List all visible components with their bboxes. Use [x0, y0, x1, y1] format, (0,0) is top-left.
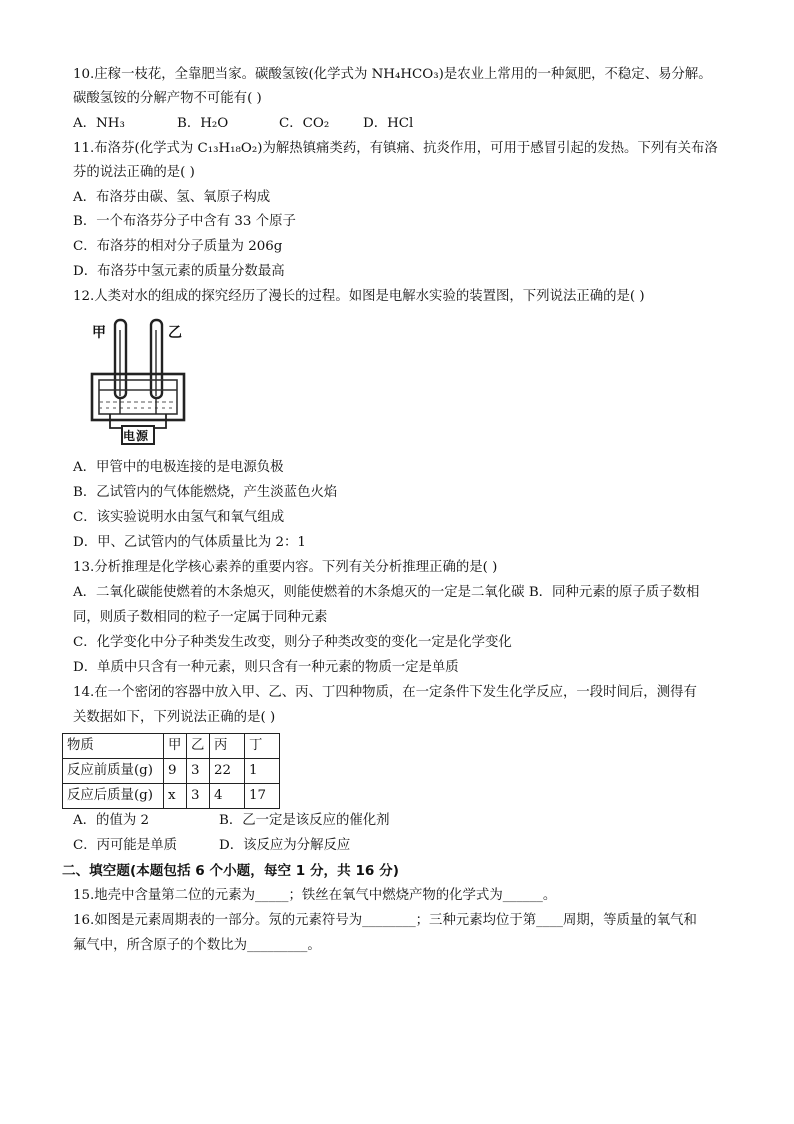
table-header-row	[63, 734, 280, 759]
q10-option-b: B．H₂O	[177, 116, 229, 131]
table-cell: 反应前质量(g)	[63, 759, 164, 784]
q11-stem-line2: 芬的说法正确的是( )	[73, 165, 195, 180]
table-cell: 17	[245, 784, 280, 809]
q14-option-d: D．该反应为分解反应	[219, 838, 351, 853]
q14-option-a: A．的值为 2	[73, 813, 150, 828]
q13-option-a-line1: A．二氧化碳能使燃着的木条熄灭，则能使燃着的木条熄灭的一定是二氧化碳 B．同种元素的原子质子数相	[73, 585, 700, 600]
electrolysis-apparatus-figure	[88, 318, 188, 448]
q14-data-table	[62, 733, 280, 809]
section-title-fill-in: 二、填空题(本题包括 6 个小题，每空 1 分，共 16 分)	[62, 863, 399, 879]
q14-stem-line2: 关数据如下，下列说法正确的是( )	[73, 710, 276, 725]
q10-option-d: D．HCl	[363, 116, 414, 131]
q12-option-c: C．该实验说明水由氢气和氧气组成	[73, 510, 285, 525]
q12-option-d: D．甲、乙试管内的气体质量比为 2：1	[73, 535, 306, 550]
q10-stem-line1: 10.庄稼一枝花，全靠肥当家。碳酸氢铵(化学式为 NH₄HCO₃)是农业上常用的一种氮肥，不稳定、易分解。	[73, 67, 712, 82]
table-cell: 3	[187, 784, 210, 809]
q10-option-a: A．NH₃	[73, 116, 125, 131]
tube-label-jia: 甲	[92, 325, 106, 341]
table-cell: 4	[210, 784, 245, 809]
table-cell: 9	[164, 759, 187, 784]
q14-option-b: B．乙一定是该反应的催化剂	[219, 813, 390, 828]
table-header-cell: 甲	[164, 734, 187, 759]
table-row	[63, 784, 280, 809]
table-header-cell: 乙	[187, 734, 210, 759]
q13-option-a-line2: 同，则质子数相同的粒子一定属于同种元素	[73, 610, 328, 625]
tube-label-yi: 乙	[168, 325, 182, 341]
q11-stem-line1: 11.布洛芬(化学式为 C₁₃H₁₈O₂)为解热镇痛类药，有镇痛、抗炎作用，可用于感冒引起的发热。下列有关布洛	[73, 141, 718, 156]
q12-stem-line1: 12.人类对水的组成的探究经历了漫长的过程。如图是电解水实验的装置图，下列说法正确的是( )	[73, 289, 645, 304]
q10-stem-line2: 碳酸氢铵的分解产物不可能有( )	[73, 91, 262, 106]
q11-option-d: D．布洛芬中氢元素的质量分数最高	[73, 264, 285, 279]
table-cell: 3	[187, 759, 210, 784]
q16-stem-line2: 氟气中，所含原子的个数比为_________。	[73, 938, 321, 953]
q12-option-a: A．甲管中的电极连接的是电源负极	[73, 460, 284, 475]
q10-option-c: C．CO₂	[279, 116, 330, 131]
q16-stem-line1: 16.如图是元素周期表的一部分。氖的元素符号为________；三种元素均位于第____周期，等质量的氧气和	[73, 913, 697, 928]
q13-option-d: D．单质中只含有一种元素，则只含有一种元素的物质一定是单质	[73, 660, 459, 675]
q15-stem: 15.地壳中含量第二位的元素为_____；铁丝在氧气中燃烧产物的化学式为______。	[73, 888, 557, 903]
q13-stem-line1: 13.分析推理是化学核心素养的重要内容。下列有关分析推理正确的是( )	[73, 560, 498, 575]
table-header-cell: 丁	[245, 734, 280, 759]
q14-option-c: C．丙可能是单质	[73, 838, 177, 853]
table-cell: 1	[245, 759, 280, 784]
table-row	[63, 759, 280, 784]
table-header-cell: 丙	[210, 734, 245, 759]
q13-option-c: C．化学变化中分子种类发生改变，则分子种类改变的变化一定是化学变化	[73, 635, 512, 650]
q11-option-a: A．布洛芬由碳、氢、氧原子构成	[73, 190, 271, 205]
table-cell: x	[164, 784, 187, 809]
power-source-label: 电源	[123, 429, 150, 443]
q14-stem-line1: 14.在一个密闭的容器中放入甲、乙、丙、丁四种物质，在一定条件下发生化学反应，一段时间后，测得有	[73, 685, 697, 700]
table-cell: 22	[210, 759, 245, 784]
q11-option-c: C．布洛芬的相对分子质量为 206g	[73, 239, 283, 254]
table-cell: 反应后质量(g)	[63, 784, 164, 809]
q12-option-b: B．乙试管内的气体能燃烧，产生淡蓝色火焰	[73, 485, 338, 500]
q11-option-b: B．一个布洛芬分子中含有 33 个原子	[73, 214, 296, 229]
table-header-cell: 物质	[63, 734, 164, 759]
